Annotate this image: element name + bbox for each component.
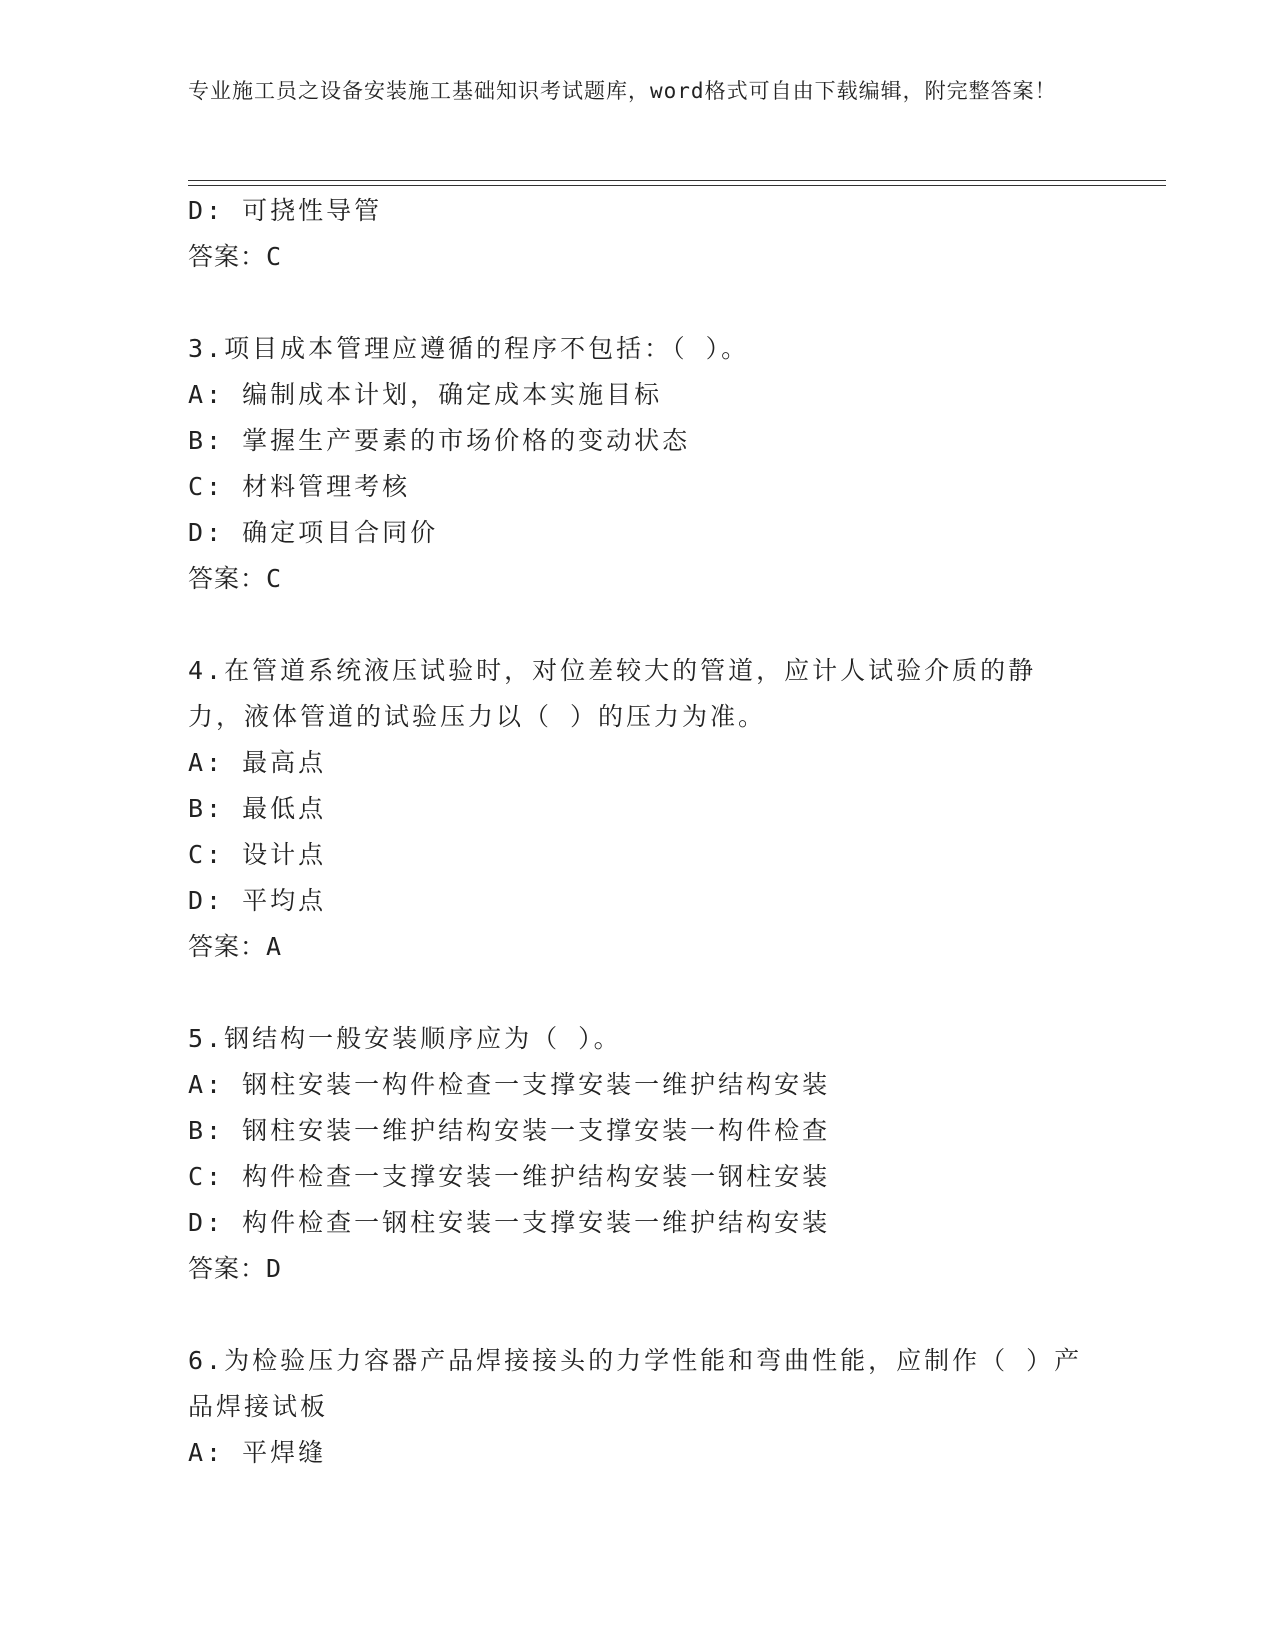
answer: 答案：A bbox=[188, 932, 283, 961]
answer: 答案：D bbox=[188, 1254, 283, 1283]
question-stem: 4.在管道系统液压试验时，对位差较大的管道，应计人试验介质的静力，液体管道的试验压力以（ ）的压力为准。 bbox=[188, 656, 1037, 731]
document-header bbox=[188, 74, 1068, 108]
spacer bbox=[188, 970, 1088, 1016]
answer: 答案：C bbox=[188, 242, 283, 271]
question-5 bbox=[188, 1016, 1088, 1292]
question-3 bbox=[188, 326, 1088, 602]
question-list bbox=[188, 188, 1088, 1476]
spacer bbox=[188, 602, 1088, 648]
option-a: A: 钢柱安装一构件检查一支撑安装一维护结构安装 bbox=[188, 1070, 831, 1099]
question-stem: 3.项目成本管理应遵循的程序不包括：（ ）。 bbox=[188, 334, 750, 363]
option-d: D: 构件检查一钢柱安装一支撑安装一维护结构安装 bbox=[188, 1208, 831, 1237]
option-d: D: 确定项目合同价 bbox=[188, 518, 439, 547]
spacer bbox=[188, 280, 1088, 326]
question-4 bbox=[188, 648, 1088, 970]
header-divider bbox=[188, 180, 1166, 186]
answer: 答案：C bbox=[188, 564, 283, 593]
option-a: A: 最高点 bbox=[188, 748, 327, 777]
option-b: B: 钢柱安装一维护结构安装一支撑安装一构件检查 bbox=[188, 1116, 831, 1145]
option-c: C: 设计点 bbox=[188, 840, 327, 869]
option-d: D: 平均点 bbox=[188, 886, 327, 915]
option-b: B: 掌握生产要素的市场价格的变动状态 bbox=[188, 426, 691, 455]
option-a: A: 编制成本计划，确定成本实施目标 bbox=[188, 380, 663, 409]
spacer bbox=[188, 1292, 1088, 1338]
question-stem: 6.为检验压力容器产品焊接接头的力学性能和弯曲性能，应制作（ ）产品焊接试板 bbox=[188, 1346, 1083, 1421]
option-d: D: 可挠性导管 bbox=[188, 196, 383, 225]
question-block-partial bbox=[188, 188, 1088, 280]
option-c: C: 构件检查一支撑安装一维护结构安装一钢柱安装 bbox=[188, 1162, 831, 1191]
option-b: B: 最低点 bbox=[188, 794, 327, 823]
question-stem: 5.钢结构一般安装顺序应为（ ）。 bbox=[188, 1024, 622, 1053]
header-title: 专业施工员之设备安装施工基础知识考试题库，word格式可自由下载编辑，附完整答案！ bbox=[188, 79, 1057, 103]
option-a: A: 平焊缝 bbox=[188, 1438, 327, 1467]
question-6 bbox=[188, 1338, 1088, 1476]
option-c: C: 材料管理考核 bbox=[188, 472, 411, 501]
